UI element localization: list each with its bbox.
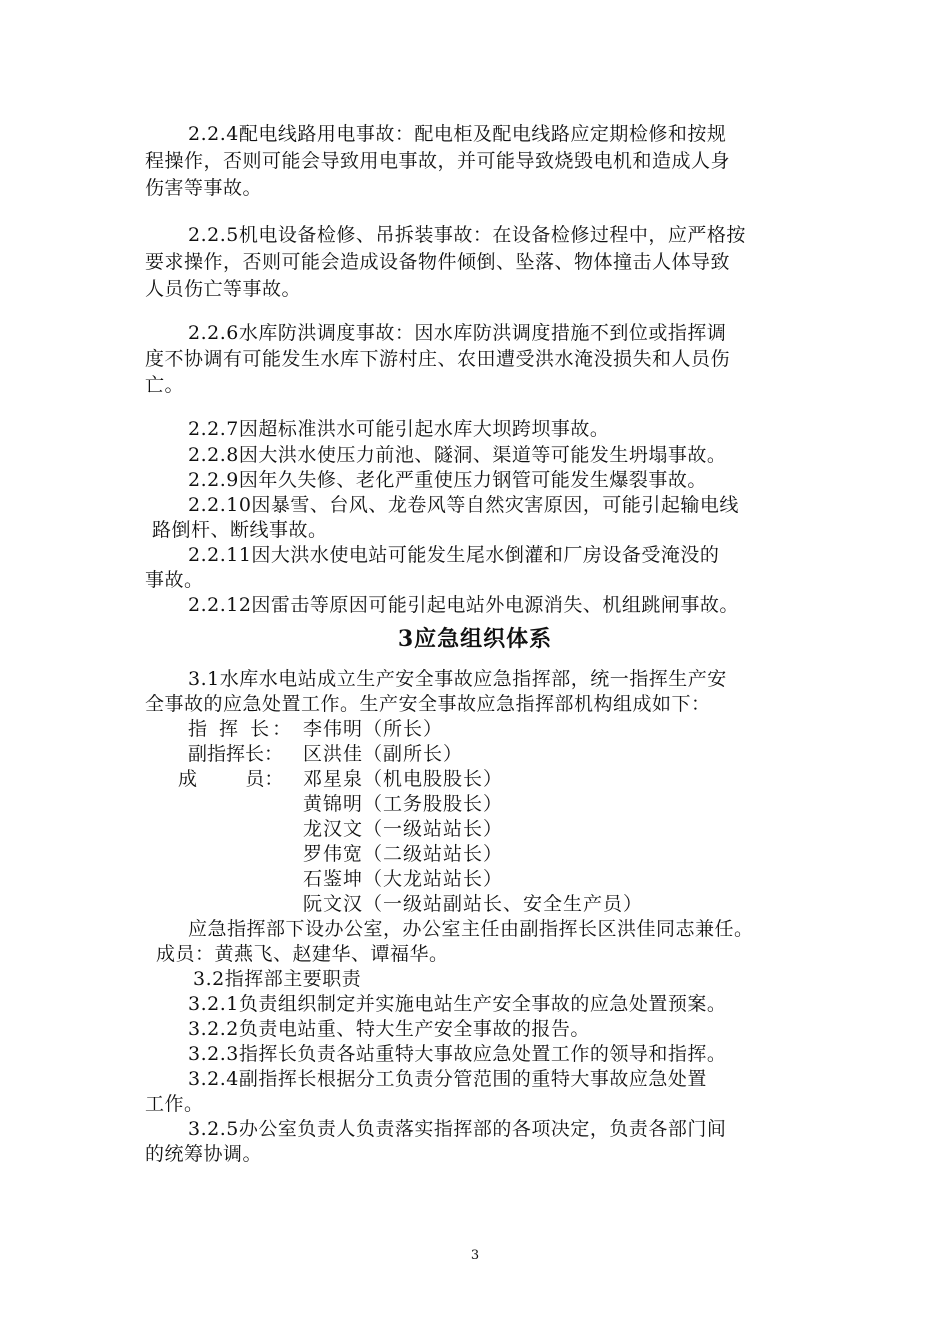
deputy-name: 区洪佳（副所长） [303, 743, 464, 765]
para-2-2-5-line2: 要求操作，否则可能会造成设备物件倾倒、坠落、物体撞击人体导致 [145, 251, 731, 273]
para-2-2-5-line1: 2.2.5机电设备检修、吊拆装事故：在设备检修过程中，应严格按 [188, 224, 746, 246]
para-3-2-4-line2: 工作。 [145, 1093, 204, 1115]
members-label: 成 员： [178, 768, 284, 790]
para-3-2: 3.2指挥部主要职责 [193, 968, 362, 990]
para-2-2-4-line3: 伤害等事故。 [145, 177, 263, 199]
office-line2: 成员：黄燕飞、赵建华、谭福华。 [156, 943, 449, 965]
para-2-2-6-line1: 2.2.6水库防洪调度事故：因水库防洪调度措施不到位或指挥调 [188, 322, 727, 344]
para-3-2-1: 3.2.1负责组织制定并实施电站生产安全事故的应急处置预案。 [188, 993, 727, 1015]
para-2-2-12: 2.2.12因雷击等原因可能引起电站外电源消失、机组跳闸事故。 [188, 594, 739, 616]
member-item: 黄锦明（工务股股长） [303, 793, 504, 815]
para-2-2-11-line2: 事故。 [145, 569, 204, 591]
para-3-1-line2: 全事故的应急处置工作。生产安全事故应急指挥部机构组成如下： [145, 693, 711, 715]
para-2-2-10-line1: 2.2.10因暴雪、台风、龙卷风等自然灾害原因，可能引起输电线 [188, 494, 739, 516]
para-2-2-5-line3: 人员伤亡等事故。 [145, 278, 302, 300]
deputy-label: 副指挥长： [188, 743, 284, 765]
section-heading: 3应急组织体系 [397, 626, 553, 652]
para-2-2-4-line2: 程操作，否则可能会导致用电事故，并可能导致烧毁电机和造成人身 [145, 150, 731, 172]
para-3-2-2: 3.2.2负责电站重、特大生产安全事故的报告。 [188, 1018, 590, 1040]
para-3-1-line1: 3.1水库水电站成立生产安全事故应急指挥部，统一指挥生产安 [188, 668, 727, 690]
member-item: 龙汉文（一级站站长） [303, 818, 504, 840]
office-line1: 应急指挥部下设办公室，办公室主任由副指挥长区洪佳同志兼任。 [188, 918, 754, 940]
para-2-2-10-line2: 路倒杆、断线事故。 [152, 519, 328, 541]
para-3-2-4-line1: 3.2.4副指挥长根据分工负责分管范围的重特大事故应急处置 [188, 1068, 707, 1090]
para-2-2-7: 2.2.7因超标准洪水可能引起水库大坝跨坝事故。 [188, 418, 610, 440]
member-item: 邓星泉（机电股股长） [303, 768, 504, 790]
para-2-2-6-line3: 亡。 [145, 374, 185, 396]
para-2-2-9: 2.2.9因年久失修、老化严重使压力钢管可能发生爆裂事故。 [188, 469, 707, 491]
member-item: 罗伟宽（二级站站长） [303, 843, 504, 865]
para-2-2-8: 2.2.8因大洪水使压力前池、隧洞、渠道等可能发生坍塌事故。 [188, 444, 727, 466]
page-number: 3 [470, 1248, 480, 1263]
para-2-2-11-line1: 2.2.11因大洪水使电站可能发生尾水倒灌和厂房设备受淹没的 [188, 544, 720, 566]
para-2-2-6-line2: 度不协调有可能发生水库下游村庄、农田遭受洪水淹没损失和人员伤 [145, 348, 731, 370]
para-2-2-4-line1: 2.2.4配电线路用电事故：配电柜及配电线路应定期检修和按规 [188, 123, 727, 145]
para-3-2-5-line2: 的统筹协调。 [145, 1143, 263, 1165]
para-3-2-3: 3.2.3指挥长负责各站重特大事故应急处置工作的领导和指挥。 [188, 1043, 727, 1065]
chief-name: 李伟明（所长） [303, 718, 444, 740]
member-item: 石鉴坤（大龙站站长） [303, 868, 504, 890]
para-3-2-5-line1: 3.2.5办公室负责人负责落实指挥部的各项决定，负责各部门间 [188, 1118, 727, 1140]
member-item: 阮文汉（一级站副站长、安全生产员） [303, 893, 644, 915]
chief-label: 指 挥 长： [188, 718, 295, 740]
